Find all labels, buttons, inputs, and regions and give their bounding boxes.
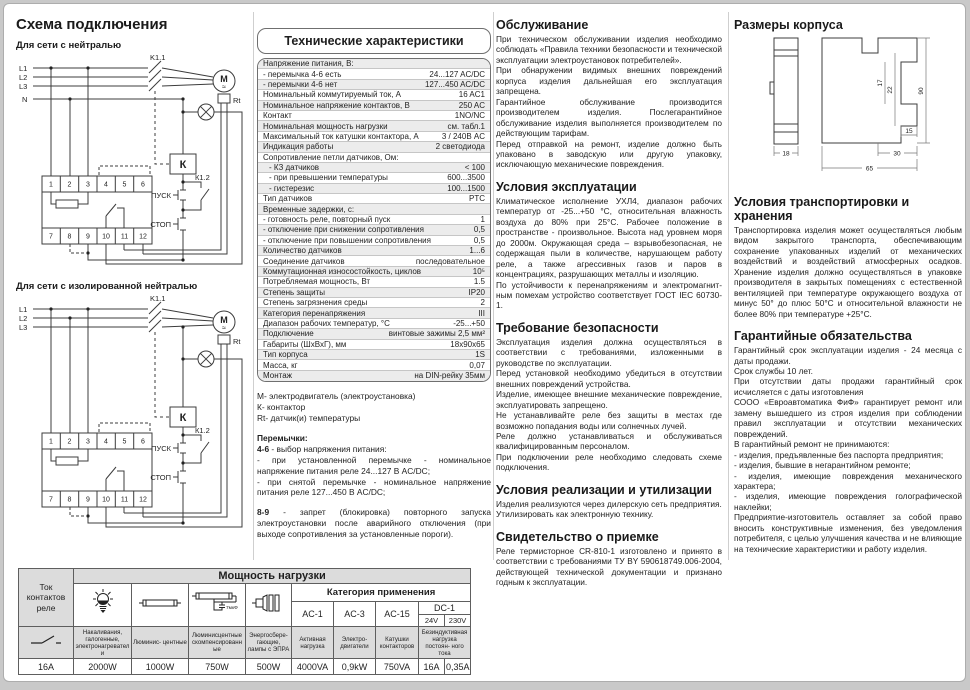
start-label: ПУСК xyxy=(151,444,171,453)
load-value: 4000VA xyxy=(292,659,334,675)
load-values-row xyxy=(19,659,471,675)
dim-22: 22 xyxy=(887,86,894,94)
spec-row xyxy=(258,204,490,214)
stop-button xyxy=(173,210,186,260)
legend-line: Rt- датчик(и) температуры xyxy=(257,412,361,423)
dim-17: 17 xyxy=(877,79,884,87)
paragraph: - изделия, бывшие в негарантийном ремонте; xyxy=(734,460,911,471)
spec-row xyxy=(258,308,490,318)
dim-18: 18 xyxy=(782,150,790,158)
line-label-l2: L2 xyxy=(19,314,28,323)
spec-value: 3 / 240В AC xyxy=(441,131,485,141)
svg-text:5: 5 xyxy=(122,181,127,189)
spec-value: -25...+50 xyxy=(453,318,485,328)
spec-label: Категория перенапряжения xyxy=(263,308,366,318)
spec-value: 0,07 xyxy=(469,360,485,370)
spec-label: Индикация работы xyxy=(263,142,334,152)
spec-label: Подключение xyxy=(263,329,314,339)
motor-letter: M xyxy=(220,74,228,84)
spec-row xyxy=(258,153,490,163)
spec-label: Степень защиты xyxy=(263,287,325,297)
spec-row xyxy=(258,288,490,298)
section-sales xyxy=(496,483,722,520)
stop-button xyxy=(173,463,186,523)
svg-text:11: 11 xyxy=(120,496,129,504)
load-value: 1000W xyxy=(132,659,189,675)
svg-text:9: 9 xyxy=(86,496,90,504)
lamp-desc: Люминисцентные скомпенсированные xyxy=(189,627,246,659)
spec-value: 600...3500 xyxy=(447,173,485,183)
section-title: Требование безопасности xyxy=(496,320,659,335)
spec-row xyxy=(258,101,490,111)
spec-label: Потребляемая мощность, Вт xyxy=(263,277,371,287)
spec-row xyxy=(258,371,490,381)
specs-title: Технические характеристики xyxy=(257,28,491,54)
svg-text:1: 1 xyxy=(49,438,53,446)
spec-label: - КЗ датчиков xyxy=(269,163,320,173)
line-label-n: N xyxy=(22,95,28,104)
load-value: 500W xyxy=(246,659,292,675)
contact-label-k11: K1.1 xyxy=(150,295,166,303)
svg-text:8: 8 xyxy=(67,496,72,504)
paragraph: Гарантийное обслуживание производится производителем изделия. Послегарантийное обслуживание изделия выполняется производителем по действующим тарифам. xyxy=(496,96,722,139)
load-value: 2000W xyxy=(74,659,132,675)
section-title: Размеры корпуса xyxy=(734,18,843,32)
section-title: Гарантийные обязательства xyxy=(734,329,912,344)
spec-label: - перемычки 4-6 нет xyxy=(263,79,338,89)
page-title: Схема подключения xyxy=(16,16,168,33)
section-title: Условия эксплуатации xyxy=(496,179,637,194)
spec-label: Тип датчиков xyxy=(263,194,313,204)
paragraph: СООО «Евроавтоматика ФиФ» гарантирует ремонт или замену вышедшего из строя изделия при соблюдении правил эксплуатации и отсутствии механических повреждений. xyxy=(734,397,962,439)
section-safety xyxy=(496,321,722,473)
spec-label: Контакт xyxy=(263,111,292,121)
svg-text:5: 5 xyxy=(122,438,127,446)
dc-24v-header: 24V xyxy=(419,615,445,627)
svg-text:10: 10 xyxy=(102,496,110,504)
contactor-main-contacts xyxy=(149,61,161,91)
section-warranty xyxy=(734,329,962,554)
spec-row xyxy=(258,215,490,225)
svg-text:10: 10 xyxy=(102,233,110,241)
spec-row xyxy=(258,111,490,121)
line-label-l1: L1 xyxy=(19,64,28,73)
spec-row xyxy=(258,90,490,100)
temp-sensor-symbol xyxy=(218,335,230,344)
paragraph: При техническом обслуживании изделия необходимо соблюдать «Правила техники безопасности и технической эксплуатации электроустановок потребителей». xyxy=(496,34,722,65)
spec-row xyxy=(258,360,490,370)
relay-current-value: 16A xyxy=(19,659,74,675)
spec-value: 1 xyxy=(480,215,485,225)
specs-column xyxy=(257,28,491,549)
svg-text:4: 4 xyxy=(104,181,108,189)
lamp-desc: Накаливания, галогенные, электронагреватели xyxy=(74,627,132,659)
load-value: 750W xyxy=(189,659,246,675)
load-table-area xyxy=(18,568,471,675)
paragraph: Перед установкой необходимо убедиться в отсутствии внешних повреждений устройства. xyxy=(496,368,722,389)
svg-text:9: 9 xyxy=(86,233,90,241)
legend-line: К- контактор xyxy=(257,402,306,413)
spec-label: - при превышении температуры xyxy=(269,173,388,183)
paragraph: Транспортировка изделия может осуществляться любым видом закрытого транспорта, обеспечивающим сохранение упакованных изделий от механических воздействий и воздействий атмосферных осадков. Хранение изделия должно осуществляться в упаковке производителя в закрытых помещениях с естественной вентиляцией при температуре окружающего воздуха от минус 50° до плюс 50°С и относительной влажности не более 80% при температуре +25°С. xyxy=(734,225,962,319)
spec-row xyxy=(258,184,490,194)
spec-label: Габариты (ШхВхГ), мм xyxy=(263,339,347,349)
dim-65: 65 xyxy=(865,165,874,173)
paragraph: Перед отправкой на ремонт, изделие должно быть упаковано в заводскую или другую упаковку, исключающую механические повреждения. xyxy=(496,138,722,170)
svg-text:4: 4 xyxy=(104,438,108,446)
load-table-title: Мощность нагрузки xyxy=(74,569,471,584)
resistor-symbol xyxy=(56,200,78,208)
spec-row xyxy=(258,340,490,350)
spec-row xyxy=(258,350,490,360)
spec-label: Номинальный коммутируемый ток, А xyxy=(263,90,401,100)
jumper-46-note: 4-6 - выбор напряжения питания: xyxy=(257,443,387,454)
spec-row xyxy=(258,121,490,131)
spec-row xyxy=(258,163,490,173)
line-label-l2: L2 xyxy=(19,73,28,82)
spec-row xyxy=(258,142,490,152)
lamp-desc: Энергосбере- гающие, лампы с ЭПРА xyxy=(246,627,292,659)
spec-label: Временные задержки, с: xyxy=(263,204,355,214)
diagram-notes xyxy=(257,391,491,540)
spec-row xyxy=(258,319,490,329)
spec-row xyxy=(258,173,490,183)
section-title: Обслуживание xyxy=(496,18,589,32)
category-dc1: DC-1 xyxy=(419,602,471,615)
load-value: 0,9kW xyxy=(334,659,376,675)
resistor-symbol xyxy=(56,457,78,465)
svg-text:3: 3 xyxy=(86,181,90,189)
svg-text:6: 6 xyxy=(141,438,145,446)
svg-text:12: 12 xyxy=(139,496,147,504)
paragraph: Реле должно устанавливаться и обслуживаться квалифицированным персоналом. xyxy=(496,430,722,452)
spec-value: 127...450 AC/DC xyxy=(424,79,485,89)
svg-text:8: 8 xyxy=(67,233,72,241)
paragraph: Гарантийный срок эксплуатации изделия - 24 месяца с даты продажи. xyxy=(734,345,962,366)
spec-label: - гистерезис xyxy=(269,183,315,193)
text-column-1 xyxy=(496,18,722,597)
paragraph: В гарантийный ремонт не принимаются: xyxy=(734,439,890,450)
load-value: 16A xyxy=(419,659,445,675)
sensor-label: Rt xyxy=(233,337,241,346)
spec-row xyxy=(258,267,490,277)
category-desc: Электро- двигатели xyxy=(334,627,376,659)
category-ac3: AC-3 xyxy=(334,602,376,627)
section-title: Условия транспортировки и хранения xyxy=(734,195,910,223)
jumper-89-note: 8-9 - запрет (блокировка) повторного запуска электроустановки после аварийного отключения (при выходе сопротивления за установленные пороги). xyxy=(257,507,491,540)
section-title: Свидетельство о приемке xyxy=(496,529,659,544)
datasheet-page xyxy=(3,3,966,682)
svg-text:3: 3 xyxy=(86,438,90,446)
spec-row xyxy=(258,69,490,79)
spec-label: Максимальный ток катушки контактора, А xyxy=(263,131,419,141)
spec-value: III xyxy=(478,308,485,318)
svg-text:11: 11 xyxy=(120,233,129,241)
start-label: ПУСК xyxy=(151,191,171,200)
paragraph: Срок службы 10 лет. xyxy=(734,365,813,376)
paragraph: Изделия реализуются через дилерскую сеть предприятия. xyxy=(496,498,722,509)
stop-label: СТОП xyxy=(150,220,171,229)
spec-label: Степень загрязнения среды xyxy=(263,298,368,308)
temp-sensor-symbol xyxy=(218,94,230,103)
spec-row xyxy=(258,236,490,246)
spec-row xyxy=(258,256,490,266)
spec-value: 1S xyxy=(475,350,485,360)
dim-15: 15 xyxy=(905,128,913,135)
relay-current-header: Ток контактов реле xyxy=(19,569,74,627)
category-header: Категория применения xyxy=(292,584,471,602)
spec-row xyxy=(258,246,490,256)
spec-label: Монтаж xyxy=(263,371,292,381)
line-label-l3: L3 xyxy=(19,323,28,332)
compensated-fluorescent-lamp-icon xyxy=(189,584,246,627)
spec-value: 1.5 xyxy=(473,277,485,287)
spec-value: IP20 xyxy=(468,287,485,297)
spec-value: 2 xyxy=(480,298,485,308)
relay-output-contact xyxy=(106,204,124,228)
motor-ac-mark: ≈ xyxy=(222,84,226,91)
spec-value: 1NO/NC xyxy=(454,111,485,121)
spec-value: 100...1500 xyxy=(447,183,485,193)
relay-output-contact xyxy=(106,467,124,491)
category-ac15: AC-15 xyxy=(376,602,419,627)
spec-value: 24...127 AC/DC xyxy=(429,69,485,79)
schematics-column xyxy=(16,4,256,564)
category-desc: Катушки контакторов xyxy=(376,627,419,659)
svg-text:7: 7 xyxy=(49,233,53,241)
spec-value: PTC xyxy=(469,194,485,204)
dim-30: 30 xyxy=(893,150,901,158)
terminal-numbers xyxy=(49,439,147,504)
spec-value: 0,5 xyxy=(473,235,485,245)
section-operating xyxy=(496,180,722,311)
spec-value: 10⁵ xyxy=(472,267,485,276)
section-title: Условия реализации и утилизации xyxy=(496,482,712,497)
spec-value: последовательное xyxy=(415,256,485,266)
spec-label: Номинальное напряжение контактов, В xyxy=(263,100,410,110)
lamp-desc: Люминис- центные xyxy=(132,627,189,659)
paragraph: По устойчивости к перенапряжениям и электромагнит-ным помехам устройство соответствует ГОСТ IEC 60730-1. xyxy=(496,279,722,311)
terminal-numbers xyxy=(49,182,147,241)
paragraph: Реле термисторное CR-810-1 изготовлено и принято в соответствии с требованиями ТУ BY 590618749.006-2004, действующей технической документации и признано годным к эксплуатации. xyxy=(496,545,722,588)
spec-value: 18x90x65 xyxy=(450,339,485,349)
case-dimensions-drawing xyxy=(734,34,960,180)
spec-label: Коммутационная износостойкость, циклов xyxy=(263,267,422,276)
spec-value: винтовые зажимы 2,5 мм² xyxy=(388,329,485,339)
spec-label: Диапазон рабочих температур, °С xyxy=(263,318,390,328)
spec-value: на DIN-рейку 35мм xyxy=(414,371,485,381)
dc-230v-header: 230V xyxy=(445,615,471,627)
section-service xyxy=(496,18,722,170)
relay-contact-icon xyxy=(19,627,74,659)
spec-label: Количество датчиков xyxy=(263,246,342,256)
spec-label: Сопротивление петли датчиков, Ом: xyxy=(263,152,399,162)
coil-letter: К xyxy=(179,412,187,424)
paragraph: Предприятие-изготовитель оставляет за собой право вносить конструктивные изменения, без уведомления потребителя, с целью улучшения качества и не влияющие на технические характеристики и работу изделия. xyxy=(734,512,962,554)
jumper-46-line2: - при снятой перемычке - номинальное напряжение питания реле 127...450 В AC/DC; xyxy=(257,476,491,498)
spec-label: Масса, кг xyxy=(263,360,298,370)
spec-label: Тип корпуса xyxy=(263,350,308,360)
contact-label-k12: К1.2 xyxy=(195,173,210,182)
spec-row xyxy=(258,225,490,235)
capacitor-value-label: 7мкФ xyxy=(226,605,238,611)
spec-value: см. табл.1 xyxy=(447,121,485,131)
svg-text:2: 2 xyxy=(67,181,72,189)
jumper-4-6 xyxy=(99,423,150,432)
spec-row xyxy=(258,194,490,204)
spec-value: < 100 xyxy=(464,163,485,173)
stop-label: СТОП xyxy=(150,473,171,482)
paragraph: При отсутствии даты продажи гарантийный срок исчисляется с даты изготовления xyxy=(734,376,962,397)
section-dimensions xyxy=(734,18,962,185)
spec-label: Номинальная мощность нагрузки xyxy=(263,121,388,131)
paragraph: При обнаружении видимых внешних повреждений корпуса изделия дальнейшая его эксплуатация запрещена. xyxy=(496,65,722,97)
jumper-46-line1: - при установленной перемычке - номинальное напряжение питания реле 24...127 В AC/DC; xyxy=(257,454,491,476)
fluorescent-lamp-icon xyxy=(132,584,189,627)
load-value: 750VA xyxy=(376,659,419,675)
paragraph: Не устанавливайте реле без защиты в местах где возможно попадания воды или солнечных лучей. xyxy=(496,410,722,431)
jumpers-title: Перемычки: xyxy=(257,432,308,443)
spec-value: 2 светодиода xyxy=(435,142,485,152)
scheme2-title: Для сети с изолированной нейтралью xyxy=(16,281,198,292)
paragraph: Эксплуатация изделия должна осуществляться в соответствии с требованиями, изложенными в руководстве по эксплуатации. xyxy=(496,336,722,368)
dim-90: 90 xyxy=(918,87,925,95)
spec-label: - готовность реле, повторный пуск xyxy=(263,215,391,225)
paragraph: - изделия, предъявленные без паспорта предприятия; xyxy=(734,449,944,460)
coil-letter: К xyxy=(179,159,187,171)
legend-line: М- электродвигатель (электроустановка) xyxy=(257,391,416,402)
spec-label: - отключение при повышении сопротивления xyxy=(263,235,431,245)
column-divider xyxy=(728,12,729,560)
category-desc: Активная нагрузка xyxy=(292,627,334,659)
motor-ac-mark: ≈ xyxy=(222,325,226,332)
column-divider xyxy=(493,12,494,560)
line-label-l1: L1 xyxy=(19,305,28,314)
motor-letter: M xyxy=(220,315,228,325)
paragraph: При подключении реле необходимо следовать схеме подключения. xyxy=(496,451,722,473)
category-ac1: AC-1 xyxy=(292,602,334,627)
energy-saving-lamp-icon xyxy=(246,584,292,627)
scheme1-title: Для сети с нейтралью xyxy=(16,40,122,51)
paragraph: Изделие, имеющее внешние механические повреждение, эксплуатировать запрещено. xyxy=(496,389,722,410)
line-label-l3: L3 xyxy=(19,82,28,91)
spec-value: 250 AC xyxy=(458,100,485,110)
spec-row xyxy=(258,132,490,142)
incandescent-lamp-icon xyxy=(74,584,132,627)
section-transport xyxy=(734,195,962,319)
spec-value: 16 AC1 xyxy=(458,90,485,100)
start-button xyxy=(173,174,186,210)
contact-label-k12: К1.2 xyxy=(195,426,210,435)
svg-text:12: 12 xyxy=(139,233,147,241)
jumper-4-6 xyxy=(99,166,150,175)
spec-value: 0,5 xyxy=(473,225,485,235)
svg-text:1: 1 xyxy=(49,181,53,189)
category-desc: Безиндуктивная нагрузка постоян- ного тока xyxy=(419,627,471,659)
load-value: 0,35A xyxy=(445,659,471,675)
contact-label-k11: K1.1 xyxy=(150,54,166,62)
case-profile xyxy=(822,38,917,143)
svg-text:2: 2 xyxy=(67,438,72,446)
sensor-label: Rt xyxy=(233,96,241,105)
spec-label: Напряжение питания, В: xyxy=(263,59,354,69)
svg-text:7: 7 xyxy=(49,496,53,504)
spec-row xyxy=(258,298,490,308)
wiring-diagram-neutral xyxy=(16,54,252,276)
text-column-2 xyxy=(734,18,962,564)
spec-label: Соединение датчиков xyxy=(263,256,345,266)
spec-value: 1...6 xyxy=(469,246,485,256)
paragraph: - изделия, имеющие повреждения голографической наклейки; xyxy=(734,491,962,512)
tech-table xyxy=(257,58,491,382)
paragraph: Климатическое исполнение УХЛ4, диапазон рабочих температур от -25...+50 °С, относительная влажность воздуха до 80% при 25°С. Рабочее положение в пространстве - произвольное. Высота над уровнем моря до 2000м. Окружающая среда – взрывобезопасная, не содержащая пыли в количестве, нарушающем работу реле, а также агрессивных газов и паров в концентрациях, разрушающих металлы и изоляцию. xyxy=(496,195,722,280)
spec-label: - перемычка 4-6 есть xyxy=(263,69,342,79)
paragraph: - изделия, имеющие повреждения механического характера; xyxy=(734,470,962,491)
spec-row xyxy=(258,277,490,287)
spec-row xyxy=(258,80,490,90)
section-acceptance xyxy=(496,530,722,588)
start-button xyxy=(173,427,186,463)
spec-row xyxy=(258,59,490,69)
load-table xyxy=(18,568,471,675)
svg-text:6: 6 xyxy=(141,181,145,189)
contactor-main-contacts xyxy=(149,302,161,332)
spec-row xyxy=(258,329,490,339)
wiring-diagram-isolated xyxy=(16,295,252,553)
spec-label: - отключение при снижении сопротивления xyxy=(263,225,424,235)
paragraph: Утилизировать как электронную технику. xyxy=(496,509,654,520)
